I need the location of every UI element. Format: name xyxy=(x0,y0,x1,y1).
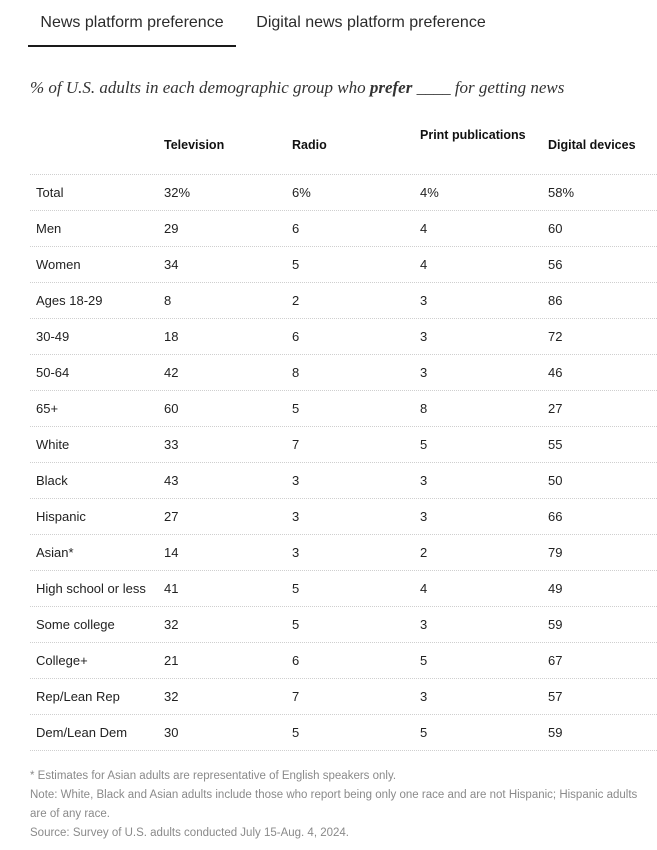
table-row xyxy=(30,606,657,642)
cell-digital: 49 xyxy=(548,581,563,596)
table-header xyxy=(30,118,657,174)
cell-radio: 5 xyxy=(292,617,300,632)
subtitle-blank: ____ xyxy=(416,78,451,97)
cell-digital: 66 xyxy=(548,509,563,524)
cell-print: 3 xyxy=(420,329,428,344)
cell-tv: 32 xyxy=(164,689,179,704)
data-table xyxy=(30,118,657,751)
cell-radio: 5 xyxy=(292,401,300,416)
cell-radio: 7 xyxy=(292,437,300,452)
cell-digital: 55 xyxy=(548,437,563,452)
table-row xyxy=(30,462,657,498)
cell-tv: 18 xyxy=(164,329,179,344)
footnote-note: Note: White, Black and Asian adults include those who report being only one race and are not Hispanic; Hispanic adults are of any race. xyxy=(30,789,638,820)
cell-print: 3 xyxy=(420,293,428,308)
cell-digital: 86 xyxy=(548,293,563,308)
cell-radio: 3 xyxy=(292,509,300,524)
table-row xyxy=(30,282,657,318)
row-label: 50-64 xyxy=(36,365,70,380)
cell-tv: 21 xyxy=(164,653,179,668)
row-label: Asian* xyxy=(36,545,74,560)
cell-radio: 3 xyxy=(292,473,300,488)
cell-print: 5 xyxy=(420,437,428,452)
cell-tv: 32% xyxy=(164,185,191,200)
active-tab-indicator xyxy=(28,45,236,47)
cell-radio: 6 xyxy=(292,653,300,668)
header-television: Television xyxy=(164,138,225,152)
cell-tv: 8 xyxy=(164,293,172,308)
table-body xyxy=(30,174,657,751)
cell-print: 3 xyxy=(420,689,428,704)
cell-radio: 6% xyxy=(292,185,311,200)
cell-tv: 27 xyxy=(164,509,179,524)
row-label: White xyxy=(36,437,70,452)
cell-digital: 56 xyxy=(548,257,563,272)
cell-tv: 29 xyxy=(164,221,179,236)
cell-print: 5 xyxy=(420,653,428,668)
cell-tv: 43 xyxy=(164,473,179,488)
cell-tv: 30 xyxy=(164,725,179,740)
footnotes xyxy=(30,767,645,843)
cell-print: 3 xyxy=(420,617,428,632)
cell-print: 3 xyxy=(420,473,428,488)
cell-print: 5 xyxy=(420,725,428,740)
header-digital-devices: Digital devices xyxy=(548,138,636,152)
cell-print: 8 xyxy=(420,401,428,416)
cell-print: 2 xyxy=(420,545,428,560)
cell-print: 3 xyxy=(420,365,428,380)
table-row xyxy=(30,678,657,714)
row-label: Men xyxy=(36,221,62,236)
cell-radio: 6 xyxy=(292,329,300,344)
cell-print: 4 xyxy=(420,581,428,596)
cell-radio: 7 xyxy=(292,689,300,704)
cell-digital: 59 xyxy=(548,725,563,740)
cell-radio: 5 xyxy=(292,725,300,740)
cell-tv: 41 xyxy=(164,581,179,596)
cell-tv: 14 xyxy=(164,545,179,560)
table-row xyxy=(30,354,657,390)
table-row xyxy=(30,174,657,210)
footnote-asterisk: * Estimates for Asian adults are representative of English speakers only. xyxy=(30,770,397,782)
cell-digital: 27 xyxy=(548,401,563,416)
cell-tv: 60 xyxy=(164,401,179,416)
cell-digital: 72 xyxy=(548,329,563,344)
cell-tv: 42 xyxy=(164,365,179,380)
cell-digital: 79 xyxy=(548,545,563,560)
cell-digital: 67 xyxy=(548,653,563,668)
cell-radio: 8 xyxy=(292,365,300,380)
subtitle-text: % of U.S. adults in each demographic group who xyxy=(30,78,370,97)
cell-tv: 34 xyxy=(164,257,179,272)
cell-digital: 60 xyxy=(548,221,563,236)
cell-radio: 6 xyxy=(292,221,300,236)
row-label: Ages 18-29 xyxy=(36,293,103,308)
table-row xyxy=(30,534,657,570)
row-label: 65+ xyxy=(36,401,59,416)
cell-print: 4 xyxy=(420,221,428,236)
cell-tv: 32 xyxy=(164,617,179,632)
cell-print: 3 xyxy=(420,509,428,524)
cell-tv: 33 xyxy=(164,437,179,452)
cell-radio: 5 xyxy=(292,581,300,596)
footnote-source: Source: Survey of U.S. adults conducted July 15-Aug. 4, 2024. xyxy=(30,827,349,839)
cell-digital: 46 xyxy=(548,365,563,380)
row-label: Women xyxy=(36,257,81,272)
header-print-publications: Print publications xyxy=(420,128,526,142)
row-label: Some college xyxy=(36,617,115,632)
tab-news-platform-preference[interactable]: News platform preference xyxy=(40,14,224,31)
tab-bar xyxy=(28,0,657,48)
table-row xyxy=(30,642,657,678)
row-label: 30-49 xyxy=(36,329,70,344)
cell-radio: 2 xyxy=(292,293,300,308)
subtitle-emphasis: prefer xyxy=(369,78,413,97)
cell-print: 4 xyxy=(420,257,428,272)
table-row xyxy=(30,498,657,534)
row-label: Hispanic xyxy=(36,509,86,524)
row-label: College+ xyxy=(36,653,88,668)
table-row xyxy=(30,390,657,426)
row-label: Dem/Lean Dem xyxy=(36,725,128,740)
cell-radio: 5 xyxy=(292,257,300,272)
tab-digital-news-platform-preference[interactable]: Digital news platform preference xyxy=(256,14,486,31)
subtitle-text-end: for getting news xyxy=(450,78,565,97)
table-subtitle xyxy=(30,78,650,98)
cell-digital: 59 xyxy=(548,617,563,632)
table-row xyxy=(30,318,657,354)
cell-print: 4% xyxy=(420,185,439,200)
cell-digital: 50 xyxy=(548,473,563,488)
row-label: Total xyxy=(36,185,64,200)
row-label: High school or less xyxy=(36,581,146,596)
table-row xyxy=(30,246,657,282)
row-label: Rep/Lean Rep xyxy=(36,689,120,704)
table-row xyxy=(30,570,657,606)
row-label: Black xyxy=(36,473,68,488)
cell-digital: 58% xyxy=(548,185,575,200)
cell-digital: 57 xyxy=(548,689,563,704)
header-radio: Radio xyxy=(292,138,327,152)
cell-radio: 3 xyxy=(292,545,300,560)
table-row xyxy=(30,426,657,462)
table-row xyxy=(30,714,657,751)
table-row xyxy=(30,210,657,246)
